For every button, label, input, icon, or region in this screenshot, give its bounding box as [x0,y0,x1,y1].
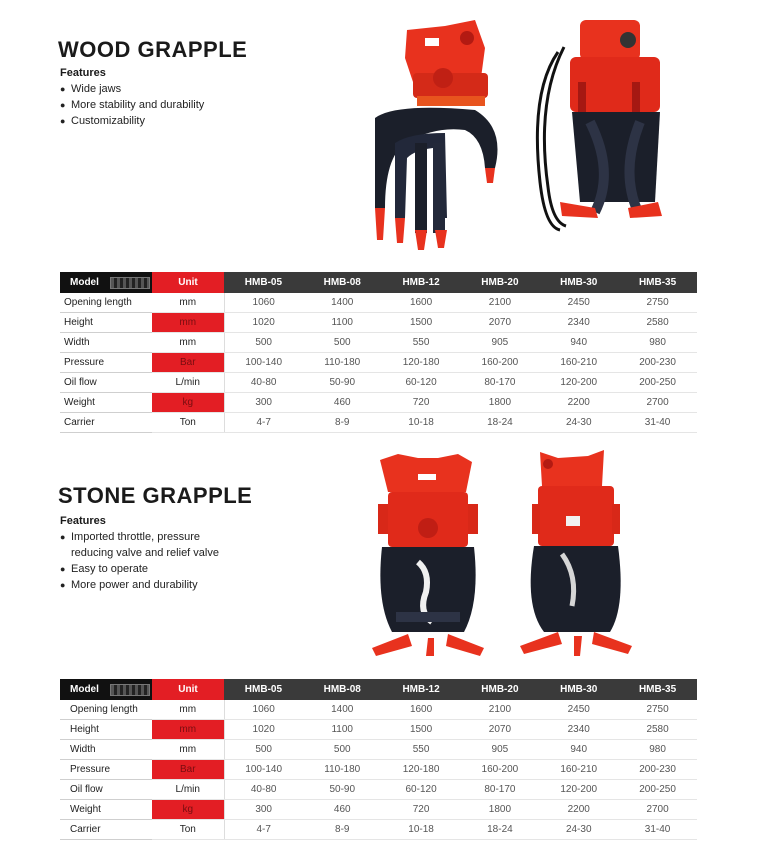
table-cell: 1600 [382,293,461,313]
table-row [60,293,697,313]
table-cell: 40-80 [224,780,303,800]
row-unit: mm [152,720,224,740]
model-column-header: HMB-05 [224,272,303,293]
model-column-header: HMB-30 [539,272,618,293]
table-cell: 200-230 [618,353,697,373]
model-header: Model [60,679,152,700]
row-label: Pressure [60,760,152,780]
wood-features-list [60,81,204,129]
stone-features-label: Features [60,515,106,527]
feature-item: ● Wide jaws [60,81,204,97]
model-column-header: HMB-12 [382,679,461,700]
table-cell: 120-180 [382,353,461,373]
table-row [60,800,697,820]
row-label: Height [60,313,152,333]
table-cell: 60-120 [382,373,461,393]
row-unit: Bar [152,760,224,780]
table-cell: 940 [539,333,618,353]
table-cell: 980 [618,740,697,760]
table-cell: 80-170 [460,373,539,393]
table-cell: 1020 [224,720,303,740]
stone-grapple-image-front [368,452,488,660]
wood-grapple-title: WOOD GRAPPLE [58,37,248,62]
row-unit: Ton [152,820,224,840]
table-cell: 4-7 [224,413,303,433]
header-pattern [110,684,150,696]
table-cell: 2200 [539,393,618,413]
row-label: Weight [60,800,152,820]
table-cell: 500 [303,333,382,353]
row-unit: mm [152,700,224,720]
table-cell: 24-30 [539,413,618,433]
table-cell: 720 [382,800,461,820]
row-unit: mm [152,740,224,760]
table-cell: 8-9 [303,413,382,433]
row-label: Width [60,740,152,760]
table-cell: 160-210 [539,353,618,373]
table-cell: 50-90 [303,373,382,393]
table-cell: 2450 [539,293,618,313]
table-cell: 2750 [618,293,697,313]
row-unit: mm [152,293,224,313]
table-cell: 24-30 [539,820,618,840]
table-cell: 2100 [460,700,539,720]
model-column-header: HMB-35 [618,679,697,700]
table-cell: 18-24 [460,820,539,840]
row-label: Carrier [60,413,152,433]
row-label: Oil flow [60,780,152,800]
wood-grapple-spec-table [60,272,697,433]
table-cell: 2450 [539,700,618,720]
table-row [60,760,697,780]
wood-grapple-image-front [355,18,505,253]
row-label: Height [60,720,152,740]
unit-header: Unit [152,272,224,293]
table-cell: 200-230 [618,760,697,780]
row-label: Width [60,333,152,353]
table-cell: 31-40 [618,820,697,840]
table-cell: 120-200 [539,780,618,800]
table-cell: 80-170 [460,780,539,800]
table-cell: 2100 [460,293,539,313]
stone-grapple-spec-table [60,679,697,840]
table-row [60,313,697,333]
table-row [60,373,697,393]
row-label: Oil flow [60,373,152,393]
stone-grapple-image-side [518,446,634,658]
table-cell: 500 [224,333,303,353]
table-cell: 50-90 [303,780,382,800]
row-unit: kg [152,393,224,413]
table-cell: 2580 [618,313,697,333]
table-row [60,353,697,373]
table-cell: 2700 [618,800,697,820]
table-cell: 1500 [382,313,461,333]
row-unit: kg [152,800,224,820]
table-row [60,700,697,720]
table-cell: 2750 [618,700,697,720]
table-cell: 40-80 [224,373,303,393]
table-cell: 905 [460,740,539,760]
model-header: Model [60,272,152,293]
row-label: Opening length [60,293,152,313]
table-cell: 2340 [539,720,618,740]
table-cell: 10-18 [382,820,461,840]
table-cell: 980 [618,333,697,353]
table-cell: 1600 [382,700,461,720]
row-label: Carrier [60,820,152,840]
wood-features-label: Features [60,67,106,79]
table-row [60,740,697,760]
feature-item: ● Customizability [60,113,204,129]
table-cell: 2700 [618,393,697,413]
table-cell: 10-18 [382,413,461,433]
table-cell: 1060 [224,293,303,313]
table-row [60,413,697,433]
table-cell: 550 [382,333,461,353]
header-pattern [110,277,150,289]
model-column-header: HMB-05 [224,679,303,700]
unit-header: Unit [152,679,224,700]
feature-item: ● More stability and durability [60,97,204,113]
table-cell: 300 [224,800,303,820]
table-cell: 160-200 [460,760,539,780]
table-cell: 18-24 [460,413,539,433]
table-cell: 200-250 [618,780,697,800]
model-column-header: HMB-20 [460,679,539,700]
table-cell: 1100 [303,313,382,333]
table-cell: 1500 [382,720,461,740]
table-cell: 2340 [539,313,618,333]
table-cell: 160-210 [539,760,618,780]
row-unit: mm [152,333,224,353]
table-cell: 1100 [303,720,382,740]
model-column-header: HMB-08 [303,679,382,700]
table-cell: 100-140 [224,760,303,780]
stone-grapple-title: STONE GRAPPLE [58,483,253,508]
stone-features-list [60,529,219,593]
row-unit: mm [152,313,224,333]
table-cell: 8-9 [303,820,382,840]
table-cell: 1060 [224,700,303,720]
table-cell: 120-180 [382,760,461,780]
table-cell: 500 [303,740,382,760]
table-cell: 110-180 [303,760,382,780]
table-cell: 2580 [618,720,697,740]
table-cell: 1020 [224,313,303,333]
row-label: Weight [60,393,152,413]
table-cell: 460 [303,393,382,413]
table-cell: 4-7 [224,820,303,840]
table-cell: 550 [382,740,461,760]
table-cell: 1400 [303,700,382,720]
feature-item: ● Imported throttle, pressure reducing valve and relief valve [60,529,219,561]
row-label: Opening length [60,700,152,720]
model-column-header: HMB-08 [303,272,382,293]
table-cell: 160-200 [460,353,539,373]
row-unit: Bar [152,353,224,373]
model-column-header: HMB-30 [539,679,618,700]
table-cell: 940 [539,740,618,760]
table-cell: 2200 [539,800,618,820]
row-unit: L/min [152,780,224,800]
table-cell: 500 [224,740,303,760]
row-label: Pressure [60,353,152,373]
table-row [60,820,697,840]
feature-item: ● More power and durability [60,577,219,593]
table-cell: 460 [303,800,382,820]
table-cell: 200-250 [618,373,697,393]
table-cell: 110-180 [303,353,382,373]
table-cell: 1800 [460,800,539,820]
table-cell: 31-40 [618,413,697,433]
table-cell: 1400 [303,293,382,313]
model-column-header: HMB-12 [382,272,461,293]
wood-grapple-image-side [520,12,670,237]
model-column-header: HMB-20 [460,272,539,293]
table-cell: 1800 [460,393,539,413]
table-cell: 905 [460,333,539,353]
table-row [60,720,697,740]
feature-item: ● Easy to operate [60,561,219,577]
table-row [60,393,697,413]
model-column-header: HMB-35 [618,272,697,293]
table-cell: 300 [224,393,303,413]
table-row [60,780,697,800]
table-cell: 2070 [460,313,539,333]
table-cell: 60-120 [382,780,461,800]
table-cell: 2070 [460,720,539,740]
table-row [60,333,697,353]
table-cell: 120-200 [539,373,618,393]
row-unit: L/min [152,373,224,393]
row-unit: Ton [152,413,224,433]
table-cell: 100-140 [224,353,303,373]
table-cell: 720 [382,393,461,413]
